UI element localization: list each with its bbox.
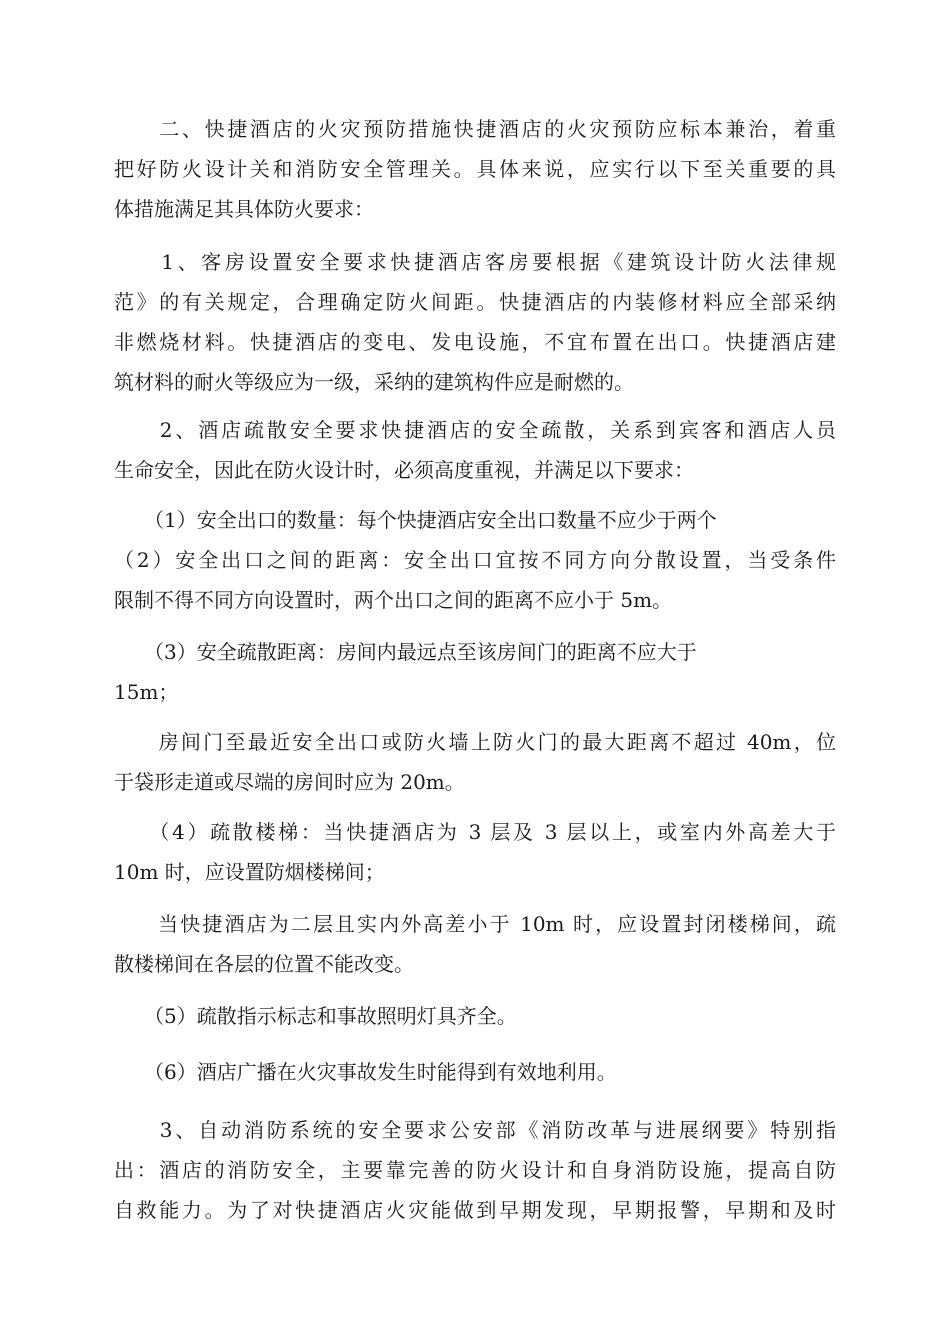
paragraph-enclosed-stairs — [114, 904, 836, 984]
text-line: 筑材料的耐火等级应为一级，采纳的建筑构件应是耐燃的。 — [114, 370, 634, 394]
paragraph-broadcast — [114, 1052, 836, 1092]
text-line: （1）安全出口的数量：每个快捷酒店安全出口数量不应少于两个 — [114, 508, 717, 532]
text-line: 出：酒店的消防安全，主要靠完善的防火设计和自身消防设施，提高自防 — [114, 1158, 836, 1182]
text-line: 自救能力。为了对快捷酒店火灾能做到早期发现，早期报警，早期和及时 — [114, 1198, 836, 1222]
paragraph-evacuation-safety — [114, 410, 836, 490]
text-line: 1、客房设置安全要求快捷酒店客房要根据《建筑设计防火法律规 — [114, 250, 836, 274]
text-line: 二、快捷酒店的火灾预防措施快捷酒店的火灾预防应标本兼治，着重 — [114, 117, 836, 141]
text-line: 3、自动消防系统的安全要求公安部《消防改革与进展纲要》特别指 — [114, 1118, 836, 1142]
text-line: （5）疏散指示标志和事故照明灯具齐全。 — [114, 1004, 517, 1028]
paragraph-signage-lighting — [114, 996, 836, 1036]
text-line: （4）疏散楼梯：当快捷酒店为 3 层及 3 层以上，或室内外高差大于 — [114, 820, 836, 844]
text-line: 于袋形走道或尽端的房间时应为 20m。 — [114, 770, 465, 794]
paragraph-auto-fire-system — [114, 1110, 836, 1230]
text-line: （6）酒店广播在火灾事故发生时能得到有效地利用。 — [114, 1060, 617, 1084]
paragraph-fire-prevention-intro — [114, 109, 836, 229]
text-line: 非燃烧材料。快捷酒店的变电、发电设施，不宜布置在出口。快捷酒店建 — [114, 330, 836, 354]
text-line: 把好防火设计关和消防安全管理关。具体来说，应实行以下至关重要的具 — [114, 157, 836, 181]
paragraph-evacuation-distance — [114, 632, 836, 712]
text-line: （2）安全出口之间的距离：安全出口宜按不同方向分散设置，当受条件 — [114, 548, 836, 572]
text-line: 当快捷酒店为二层且实内外高差小于 10m 时，应设置封闭楼梯间，疏 — [114, 912, 836, 936]
paragraph-room-safety — [114, 242, 836, 402]
text-line: 15m； — [114, 680, 179, 704]
text-line: 房间门至最近安全出口或防火墙上防火门的最大距离不超过 40m，位 — [114, 730, 836, 754]
text-line: 体措施满足其具体防火要求： — [114, 197, 374, 221]
text-line: 范》的有关规定，合理确定防火间距。快捷酒店的内装修材料应全部采纳 — [114, 290, 836, 314]
text-line: 生命安全，因此在防火设计时，必须高度重视，并满足以下要求： — [114, 458, 694, 482]
paragraph-door-to-exit-distance — [114, 722, 836, 802]
paragraph-exit-count-distance — [114, 500, 836, 620]
text-line: （3）安全疏散距离：房间内最远点至该房间门的距离不应大于 — [114, 640, 697, 664]
text-line: 散楼梯间在各层的位置不能改变。 — [114, 952, 414, 976]
text-line: 10m 时，应设置防烟楼梯间； — [114, 860, 385, 884]
paragraph-evacuation-stairs — [114, 812, 836, 892]
text-line: 限制不得不同方向设置时，两个出口之间的距离不应小于 5m。 — [114, 588, 673, 612]
text-line: 2、酒店疏散安全要求快捷酒店的安全疏散，关系到宾客和酒店人员 — [114, 418, 836, 442]
